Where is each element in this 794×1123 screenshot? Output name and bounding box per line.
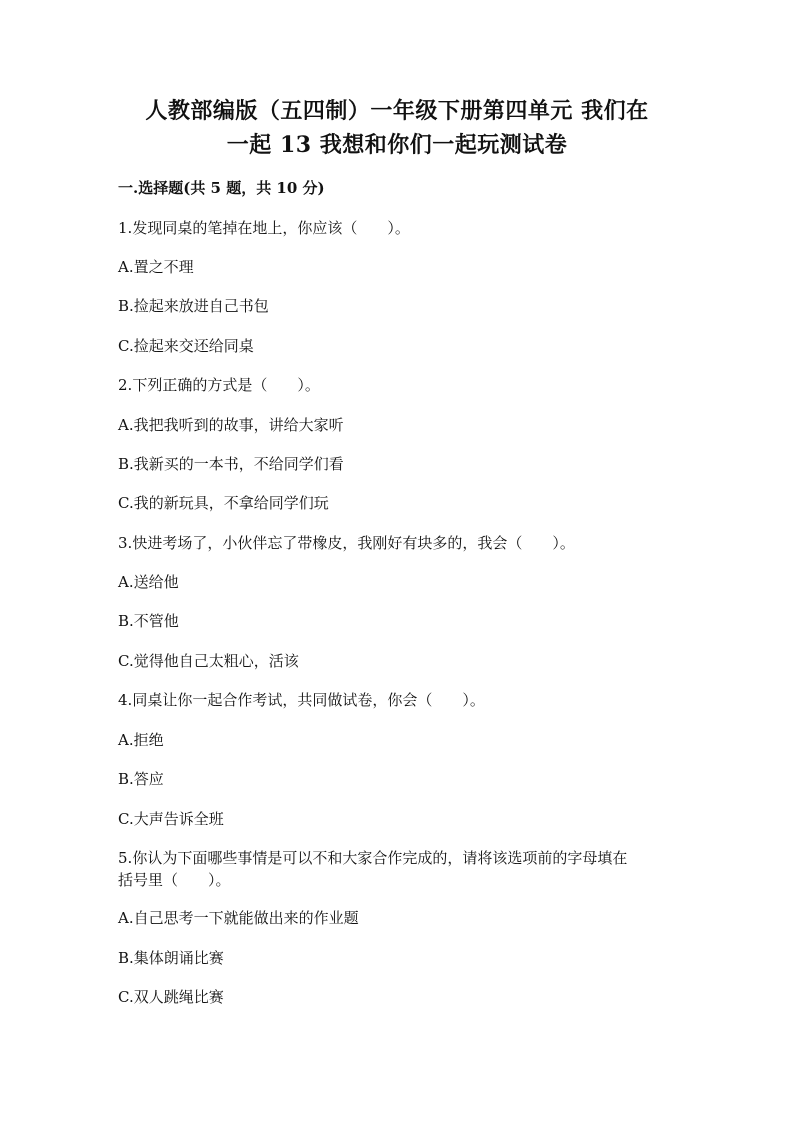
question-number: 5. <box>118 849 133 867</box>
question-4-option-b: B.答应 <box>118 770 164 788</box>
question-5-option-c: C.双人跳绳比赛 <box>118 988 224 1006</box>
question-text: 快进考场了，小伙伴忘了带橡皮，我刚好有块多的，我会（ ）。 <box>132 534 575 552</box>
question-1-option-a: A.置之不理 <box>118 258 194 276</box>
question-1-option-c: C.捡起来交还给同桌 <box>118 337 254 355</box>
question-4 <box>118 689 678 711</box>
question-text-line-1: 你认为下面哪些事情是可以不和大家合作完成的，请将该选项前的字母填在 <box>132 849 628 867</box>
question-3 <box>118 532 678 554</box>
question-5-continuation: 括号里（ ）。 <box>118 871 231 889</box>
question-2-option-a: A.我把我听到的故事，讲给大家听 <box>118 416 344 434</box>
question-2-option-c: C.我的新玩具，不拿给同学们玩 <box>118 494 329 512</box>
question-1 <box>118 217 678 239</box>
question-4-option-c: C.大声告诉全班 <box>118 810 224 828</box>
question-text: 发现同桌的笔掉在地上，你应该（ ）。 <box>132 219 410 237</box>
question-text: 同桌让你一起合作考试，共同做试卷，你会（ ）。 <box>132 691 485 709</box>
question-3-option-c: C.觉得他自己太粗心，活该 <box>118 652 299 670</box>
question-2-option-b: B.我新买的一本书，不给同学们看 <box>118 455 344 473</box>
question-4-option-a: A.拒绝 <box>118 731 164 749</box>
question-number: 3. <box>118 534 133 552</box>
question-3-option-a: A.送给他 <box>118 573 179 591</box>
question-2 <box>118 374 678 396</box>
question-5-option-a: A.自己思考一下就能做出来的作业题 <box>118 909 359 927</box>
question-number: 1. <box>118 219 133 237</box>
question-number: 2. <box>118 376 133 394</box>
page-title-line-1: 人教部编版（五四制）一年级下册第四单元 我们在 <box>145 98 649 124</box>
question-5 <box>118 847 678 869</box>
question-3-option-b: B.不管他 <box>118 612 179 630</box>
question-1-option-b: B.捡起来放进自己书包 <box>118 297 269 315</box>
question-text: 下列正确的方式是（ ）。 <box>132 376 320 394</box>
page-title-line-2: 一起 13 我想和你们一起玩测试卷 <box>226 132 568 158</box>
question-number: 4. <box>118 691 133 709</box>
section-heading: 一.选择题(共 5 题，共 10 分) <box>118 179 325 197</box>
question-5-option-b: B.集体朗诵比赛 <box>118 949 224 967</box>
